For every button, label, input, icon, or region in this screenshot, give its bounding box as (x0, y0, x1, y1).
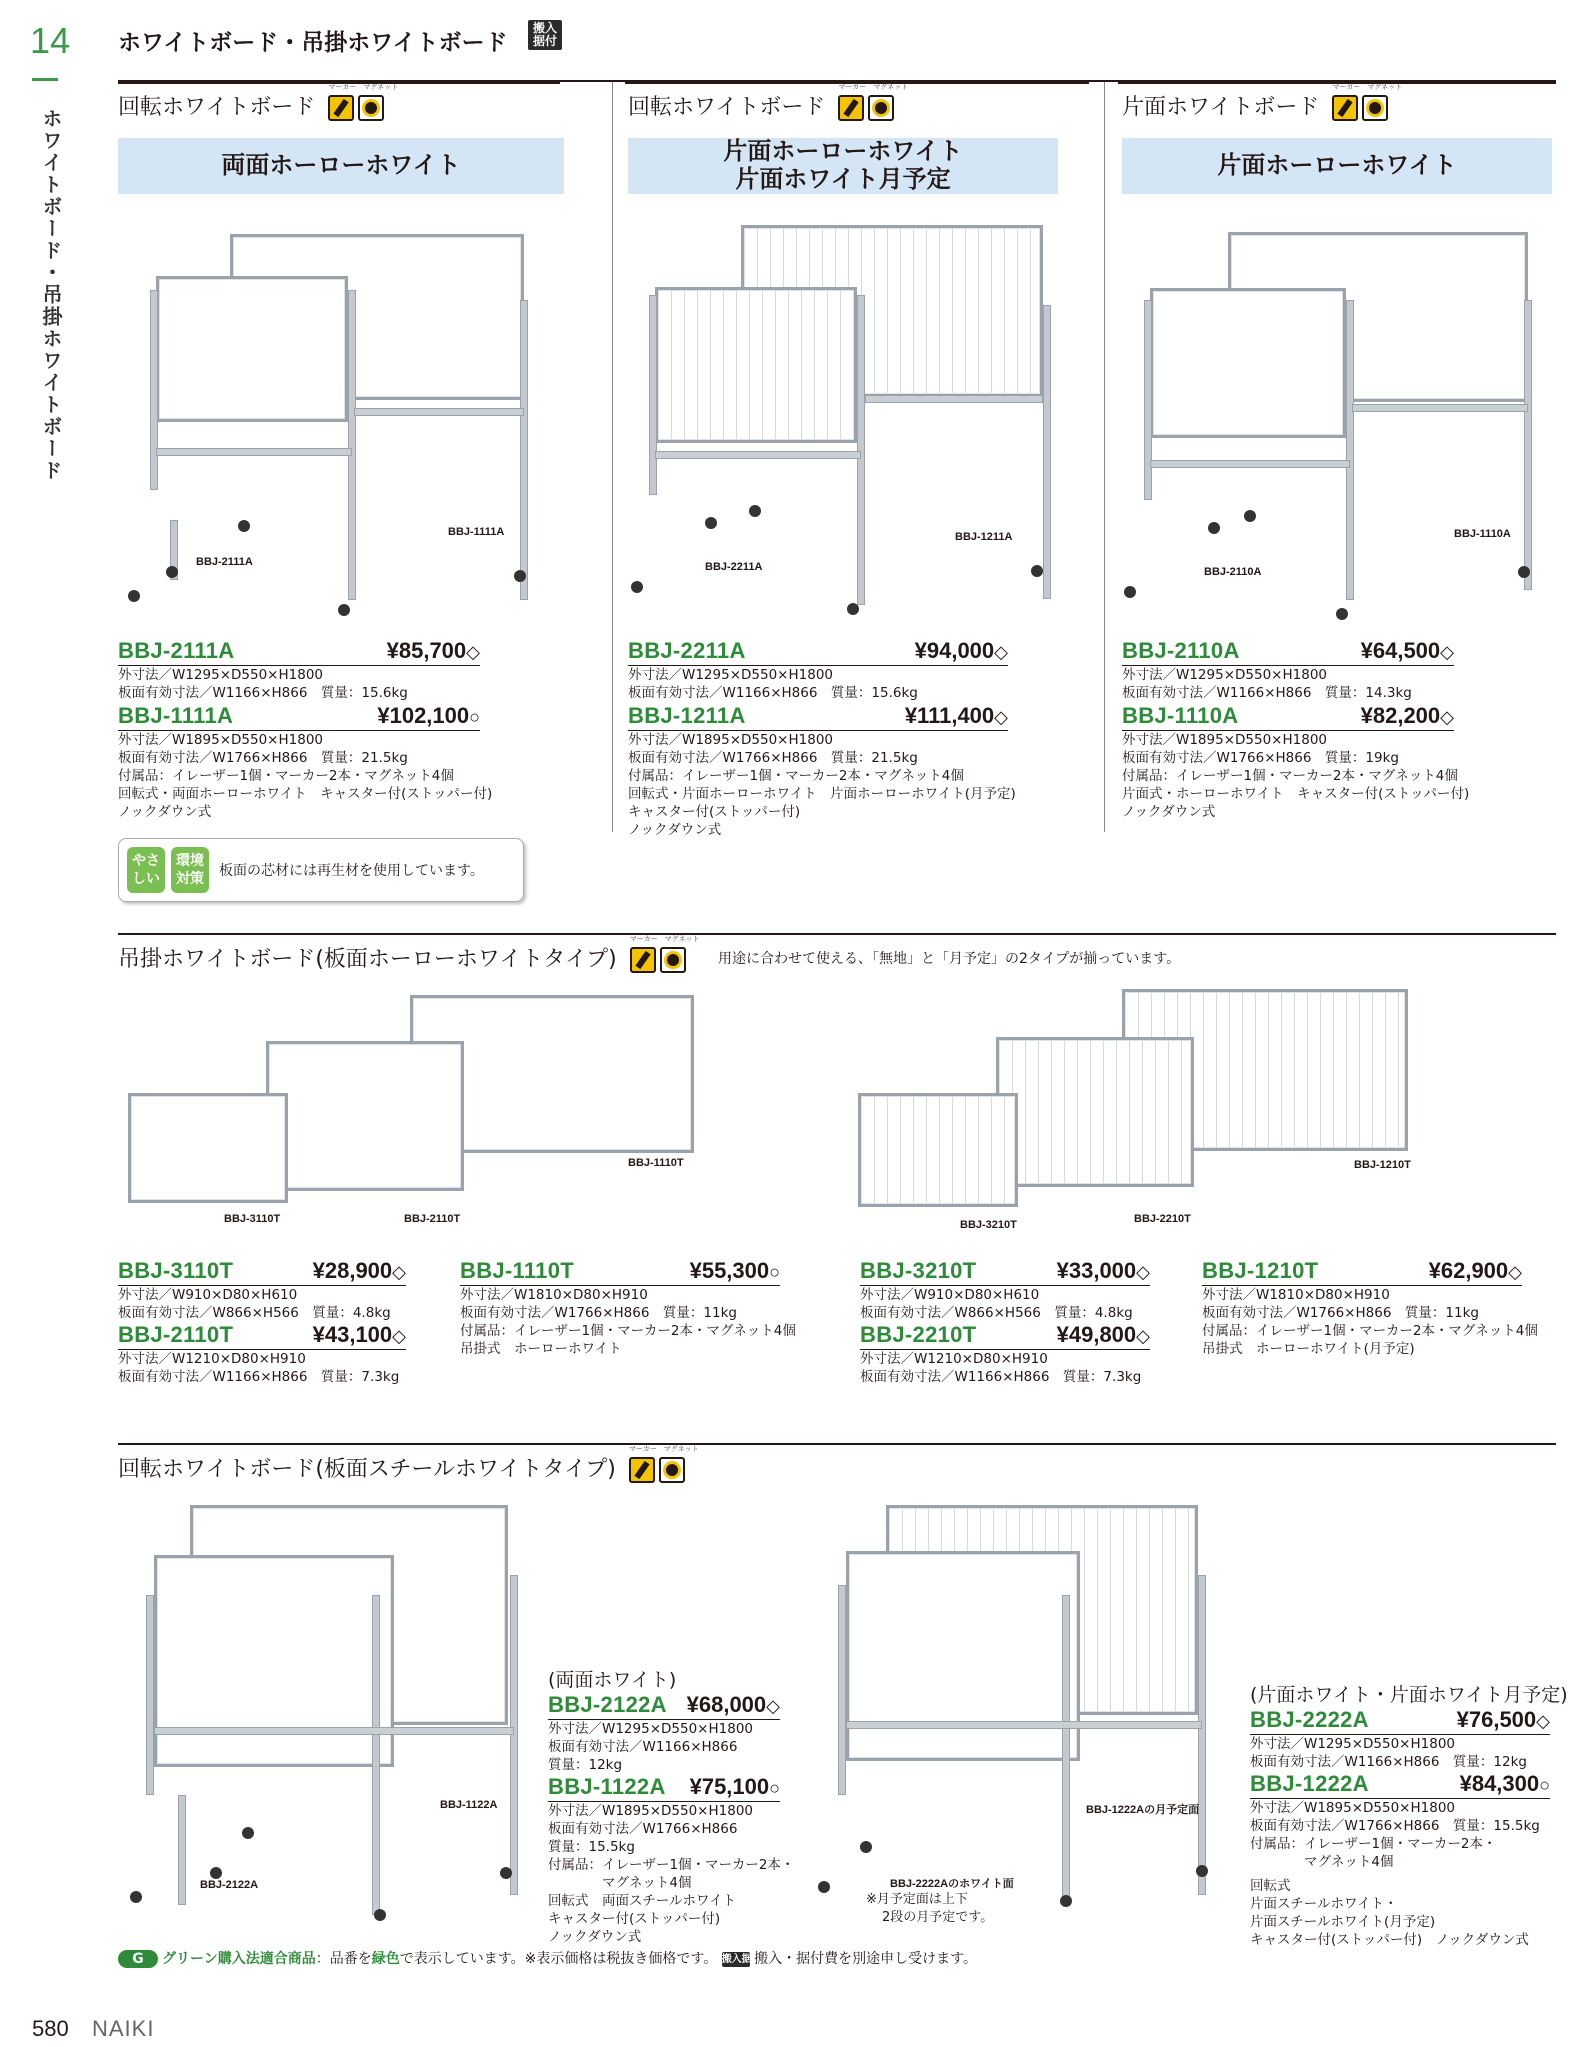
spec-line: 片面式・ホーローホワイト キャスター付(ストッパー付) (1122, 786, 1470, 802)
spec-line: 板面有効寸法／W1766×H866 質量：21.5kg (628, 750, 918, 766)
image-label: BBJ-3110T (224, 1213, 281, 1225)
eco-notice (118, 838, 524, 902)
image-label: BBJ-1122A (440, 1799, 498, 1811)
steel-right-products (1250, 1680, 1568, 1949)
product-code: BBJ-3110T (118, 1258, 234, 1283)
product-block (1202, 1258, 1538, 1358)
hanging-note: 用途に合わせて使える、「無地」と「月予定」の2タイプが揃っています。 (718, 951, 1181, 967)
steel-title-text: 回転ホワイトボード(板面スチールホワイトタイプ) (118, 1457, 616, 1482)
hanging-icons (629, 935, 700, 973)
spec-line: 吊掛式 ホーローホワイト (460, 1341, 622, 1357)
footer-text: ：品番を (315, 1951, 372, 1967)
spec-line: 回転式 (1250, 1878, 1291, 1894)
steel-rule (118, 1443, 1556, 1445)
col3-type-box: 片面ホーローホワイト (1122, 138, 1552, 194)
image-label: BBJ-2111A (196, 556, 253, 568)
product-block (1122, 703, 1470, 821)
spec-line: キャスター付(ストッパー付) ノックダウン式 (1250, 1932, 1529, 1948)
col1-icons (328, 83, 399, 121)
product-header (118, 1258, 406, 1286)
product-price: ¥55,300○ (689, 1258, 780, 1283)
spec-line: 外寸法／W910×D80×H610 (118, 1287, 298, 1303)
spec-line: 付属品：イレーザー1個・マーカー2本・マグネット4個 (628, 768, 964, 784)
spec-line: 回転式 両面スチールホワイト (548, 1893, 737, 1909)
spec-line: 外寸法／W1895×D550×H1800 (1122, 732, 1327, 748)
spec-line: 質量：15.5kg (548, 1839, 635, 1855)
eco-text: 板面の芯材には再生材を使用しています。 (219, 863, 484, 879)
product-code: BBJ-1122A (548, 1774, 666, 1799)
spec-line: 外寸法／W1210×D80×H910 (860, 1351, 1048, 1367)
magnet-icon (358, 95, 384, 121)
product-price: ¥85,700◇ (386, 638, 480, 663)
spec-line: 板面有効寸法／W1166×H866 (548, 1739, 738, 1755)
product-price: ¥64,500◇ (1360, 638, 1454, 663)
col1-type-box: 両面ホーローホワイト (118, 138, 564, 194)
hanging-title-text: 吊掛ホワイトボード(板面ホーローホワイトタイプ) (118, 947, 617, 972)
spec-line: 付属品：イレーザー1個・マーカー2本・ (548, 1857, 795, 1873)
product-price: ¥111,400◇ (904, 703, 1008, 728)
image-label: BBJ-1110T (628, 1157, 684, 1169)
eco-tag-gentle: やさしい (127, 847, 165, 893)
col3-title (1122, 83, 1403, 121)
spec-line: 外寸法／W1295×D550×H1800 (628, 667, 833, 683)
spec-line: 外寸法／W1810×D80×H910 (1202, 1287, 1390, 1303)
col3-product-image (1118, 220, 1558, 620)
icon-captions: マーカー マグネット (629, 935, 700, 943)
hanging-rule (118, 933, 1556, 935)
product-price: ¥76,500◇ (1456, 1707, 1550, 1732)
spec-line: 吊掛式 ホーローホワイト(月予定) (1202, 1341, 1415, 1357)
spec-line: 板面有効寸法／W1766×H866 質量：19kg (1122, 750, 1400, 766)
page-title: ホワイトボード・吊掛ホワイトボード (118, 30, 508, 56)
spec-line: 外寸法／W1295×D550×H1800 (1250, 1736, 1455, 1752)
steel-title (118, 1445, 699, 1483)
steel-left-subtitle: (両面ホワイト) (548, 1669, 677, 1691)
icon-captions: マーカー マグネット (328, 83, 399, 91)
footer-text: 搬入・据付費を別途申し受けます。 (754, 1951, 978, 1967)
product-header (460, 1258, 780, 1286)
product-block (118, 703, 493, 821)
product-price: ¥33,000◇ (1056, 1258, 1150, 1283)
product-block (460, 1258, 796, 1358)
spec-line: 板面有効寸法／W1166×H866 質量：15.6kg (628, 685, 918, 701)
image-label: BBJ-1110A (1454, 528, 1511, 540)
spec-line: 板面有効寸法／W866×H566 質量：4.8kg (118, 1305, 391, 1321)
spec-line: 付属品：イレーザー1個・マーカー2本・マグネット4個 (1202, 1323, 1538, 1339)
image-label: BBJ-3210T (960, 1219, 1017, 1231)
product-price: ¥28,900◇ (312, 1258, 406, 1283)
product-block (628, 638, 1008, 702)
green-purchase-label: グリーン購入法適合商品 (162, 1951, 316, 1967)
hanging-plain-image (118, 985, 718, 1235)
product-block (860, 1258, 1150, 1322)
spec-line: 板面有効寸法／W1766×H866 質量：11kg (460, 1305, 738, 1321)
spec-line: マグネット4個 (548, 1875, 692, 1891)
product-price: ¥102,100○ (377, 703, 480, 728)
product-code: BBJ-1110A (1122, 703, 1239, 728)
col3-icons (1332, 83, 1403, 121)
spec-line: 板面有効寸法／W1166×H866 質量：14.3kg (1122, 685, 1412, 701)
product-code: BBJ-2110T (118, 1322, 234, 1347)
spec-line: 付属品：イレーザー1個・マーカー2本・マグネット4個 (118, 768, 454, 784)
product-code: BBJ-2210T (860, 1322, 977, 1347)
spec-line: 付属品：イレーザー1個・マーカー2本・マグネット4個 (460, 1323, 796, 1339)
icon-captions: マーカー マグネット (1332, 83, 1403, 91)
product-code: BBJ-3210T (860, 1258, 977, 1283)
spec-line: 外寸法／W1895×D550×H1800 (118, 732, 323, 748)
product-code: BBJ-2110A (1122, 638, 1240, 663)
spec-line: 外寸法／W1295×D550×H1800 (548, 1721, 753, 1737)
col3-title-text: 片面ホワイトボード (1122, 95, 1320, 120)
product-block (118, 638, 480, 702)
chapter-bar (32, 78, 58, 81)
product-code: BBJ-1111A (118, 703, 234, 728)
icon-captions: マーカー マグネット (628, 1445, 699, 1453)
col1-product-image (118, 220, 578, 620)
col2-product-image (625, 215, 1095, 625)
product-block (628, 703, 1016, 839)
product-header (548, 1774, 780, 1802)
product-block (118, 1322, 406, 1386)
steel-caption-line: 2段の月予定です。 (882, 1910, 994, 1925)
product-header (860, 1322, 1150, 1350)
product-code: BBJ-1211A (628, 703, 746, 728)
product-header (1202, 1258, 1522, 1286)
product-code: BBJ-2211A (628, 638, 746, 663)
hanging-title (118, 935, 700, 973)
product-block (860, 1322, 1150, 1386)
steel-icons (628, 1445, 699, 1483)
footer-green-word: 緑色 (371, 1951, 400, 1967)
spec-line: 質量：12kg (548, 1757, 623, 1773)
brand-name: NAIKI (92, 2016, 155, 2041)
delivery-badge: 搬入据付 (721, 1953, 762, 1965)
steel-right-subtitle: (片面ホワイト・片面ホワイト月予定) (1250, 1684, 1568, 1706)
col2-type-line: 片面ホワイト月予定 (735, 165, 951, 193)
steel-single-image (810, 1495, 1230, 1925)
col2-title-text: 回転ホワイトボード (628, 95, 826, 120)
product-header (1122, 638, 1454, 666)
spec-line: 外寸法／W1895×D550×H1800 (548, 1803, 753, 1819)
spec-line: 片面スチールホワイト(月予定) (1250, 1914, 1436, 1930)
product-price: ¥75,100○ (689, 1774, 780, 1799)
col-separator-1 (612, 82, 613, 832)
chapter-number: 14 (30, 20, 71, 61)
product-code: BBJ-2222A (1250, 1707, 1369, 1732)
spec-line: 板面有効寸法／W866×H566 質量：4.8kg (860, 1305, 1133, 1321)
magnet-icon (660, 947, 686, 973)
magnet-icon (1362, 95, 1388, 121)
marker-icon (630, 947, 656, 973)
image-label: BBJ-2110T (404, 1213, 461, 1225)
footer-note (118, 1948, 977, 1968)
spec-line: 板面有効寸法／W1166×H866 質量：15.6kg (118, 685, 408, 701)
spec-line: 外寸法／W1295×D550×H1800 (1122, 667, 1327, 683)
spec-line: 板面有効寸法／W1166×H866 質量：7.3kg (118, 1369, 400, 1385)
spec-line: 付属品：イレーザー1個・マーカー2本・ (1250, 1836, 1497, 1852)
spec-line: ノックダウン式 (628, 822, 722, 838)
page-number: 580 (32, 2016, 69, 2041)
product-header (1250, 1771, 1550, 1799)
product-price: ¥84,300○ (1459, 1771, 1550, 1796)
spec-line: 板面有効寸法／W1766×H866 (548, 1821, 738, 1837)
col1-title-text: 回転ホワイトボード (118, 95, 316, 120)
image-label: BBJ-2210T (1134, 1213, 1191, 1225)
product-header (860, 1258, 1150, 1286)
col2-type-line: 片面ホーローホワイト (723, 137, 963, 166)
spec-line: 板面有効寸法／W1766×H866 質量：21.5kg (118, 750, 408, 766)
spec-line: キャスター付(ストッパー付) (628, 804, 801, 820)
spec-line: 外寸法／W910×D80×H610 (860, 1287, 1040, 1303)
product-block (1122, 638, 1454, 702)
product-price: ¥43,100◇ (312, 1322, 406, 1347)
col1-title (118, 83, 399, 121)
marker-icon (1332, 95, 1358, 121)
delivery-badge: 搬入据付 (528, 20, 562, 50)
spec-line: ノックダウン式 (548, 1929, 642, 1945)
spec-line: 外寸法／W1895×D550×H1800 (628, 732, 833, 748)
product-header (118, 638, 480, 666)
product-code: BBJ-1222A (1250, 1771, 1369, 1796)
image-label: BBJ-1211A (955, 531, 1013, 543)
spec-line: 板面有効寸法／W1766×H866 質量：11kg (1202, 1305, 1480, 1321)
marker-icon (629, 1457, 655, 1483)
product-code: BBJ-2111A (118, 638, 235, 663)
image-label: BBJ-1210T (1354, 1159, 1411, 1171)
image-label: BBJ-2122A (200, 1879, 259, 1891)
green-purchase-icon: G (118, 1950, 158, 1968)
product-header (118, 703, 480, 731)
image-label: BBJ-2211A (705, 561, 763, 573)
col-separator-2 (1104, 82, 1105, 832)
footer-text: で表示しています。※表示価格は税抜き価格です。 (399, 1951, 718, 1967)
spec-line: 外寸法／W1810×D80×H910 (460, 1287, 648, 1303)
product-header (628, 638, 1008, 666)
spec-line: ノックダウン式 (1122, 804, 1216, 820)
eco-tag-environment: 環境対策 (171, 847, 209, 893)
spec-line: キャスター付(ストッパー付) (548, 1911, 721, 1927)
spec-line: 回転式・片面ホーローホワイト 片面ホーローホワイト(月予定) (628, 786, 1016, 802)
product-price: ¥62,900◇ (1428, 1258, 1522, 1283)
hanging-schedule-image (850, 985, 1450, 1235)
spec-line: 付属品：イレーザー1個・マーカー2本・マグネット4個 (1122, 768, 1458, 784)
image-label: BBJ-2110A (1204, 566, 1262, 578)
spec-line: 板面有効寸法／W1166×H866 質量：7.3kg (860, 1369, 1142, 1385)
product-header (1122, 703, 1454, 731)
product-block (118, 1258, 406, 1322)
product-price: ¥68,000◇ (686, 1692, 780, 1717)
product-header (118, 1322, 406, 1350)
magnet-icon (868, 95, 894, 121)
product-code: BBJ-1210T (1202, 1258, 1319, 1283)
product-code: BBJ-2122A (548, 1692, 667, 1717)
icon-captions: マーカー マグネット (838, 83, 909, 91)
image-label: BBJ-2222Aのホワイト面 (890, 1878, 1014, 1890)
steel-caption-line: ※月予定面は上下 (866, 1892, 968, 1907)
product-header (628, 703, 1008, 731)
product-code: BBJ-1110T (460, 1258, 574, 1283)
product-price: ¥49,800◇ (1056, 1322, 1150, 1347)
col2-icons (838, 83, 909, 121)
spec-line: 外寸法／W1295×D550×H1800 (118, 667, 323, 683)
spec-line: 板面有効寸法／W1166×H866 質量：12kg (1250, 1754, 1528, 1770)
col2-type-box (628, 138, 1058, 194)
spec-line: 板面有効寸法／W1766×H866 質量：15.5kg (1250, 1818, 1540, 1834)
spec-line: マグネット4個 (1250, 1854, 1394, 1870)
spec-line: ノックダウン式 (118, 804, 212, 820)
product-header (548, 1692, 780, 1720)
chapter-vertical-label: ホワイトボード・吊掛ホワイトボード (39, 108, 63, 482)
image-label: BBJ-1111A (448, 526, 505, 538)
magnet-icon (659, 1457, 685, 1483)
spec-line: 外寸法／W1210×D80×H910 (118, 1351, 306, 1367)
col2-title (628, 83, 909, 121)
product-price: ¥82,200◇ (1360, 703, 1454, 728)
marker-icon (838, 95, 864, 121)
marker-icon (328, 95, 354, 121)
spec-line: 回転式・両面ホーローホワイト キャスター付(ストッパー付) (118, 786, 493, 802)
spec-line: 片面スチールホワイト・ (1250, 1896, 1398, 1912)
steel-double-image (118, 1495, 538, 1925)
steel-left-products (548, 1665, 795, 1946)
product-header (1250, 1707, 1550, 1735)
spec-line: 外寸法／W1895×D550×H1800 (1250, 1800, 1455, 1816)
product-price: ¥94,000◇ (914, 638, 1008, 663)
image-label: BBJ-1222Aの月予定面 (1086, 1804, 1200, 1816)
